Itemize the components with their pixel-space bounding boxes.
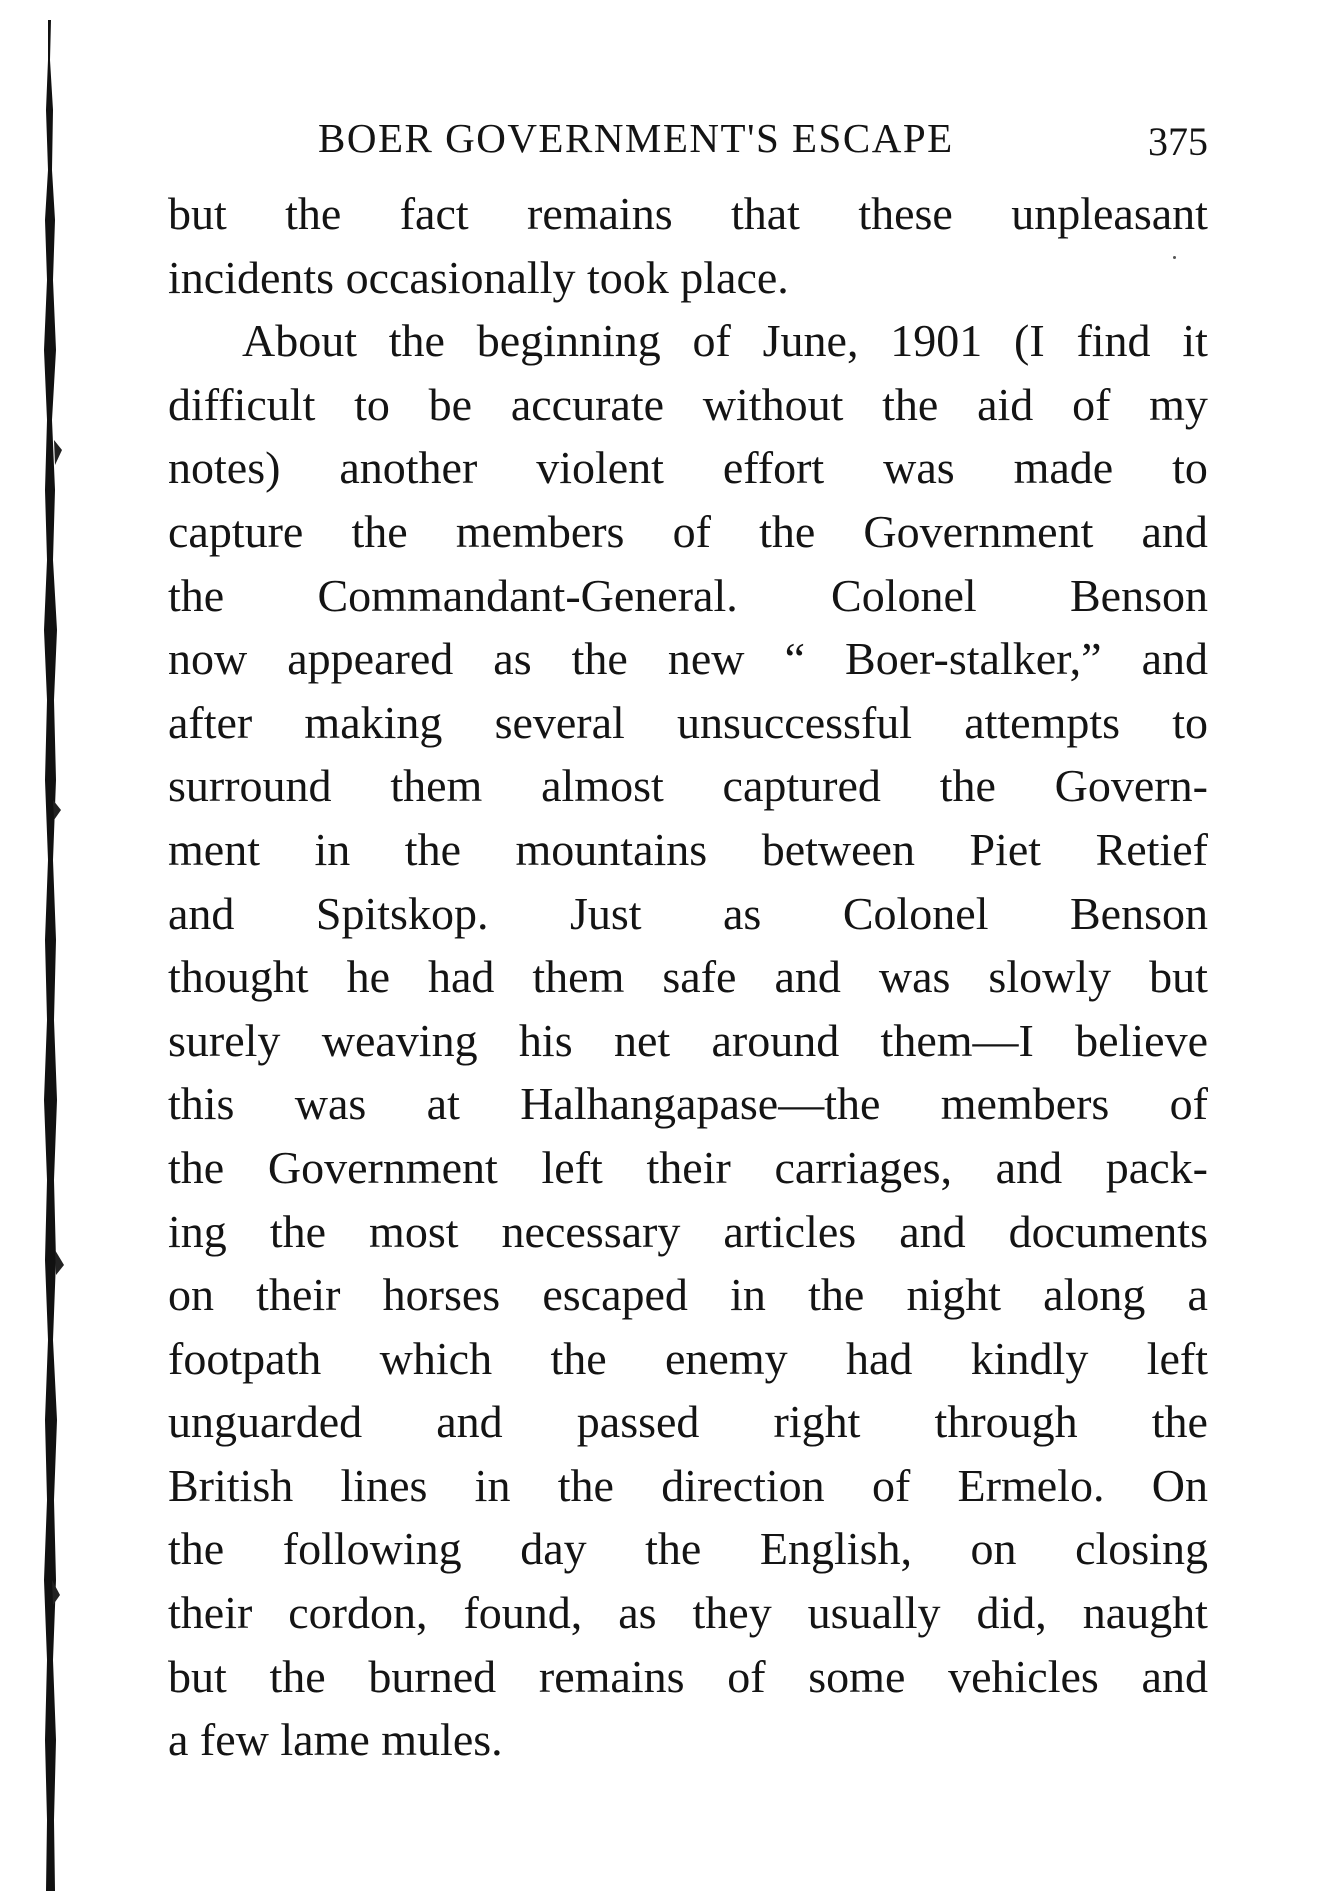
text-line: unguarded and passed right through the: [168, 1396, 1208, 1448]
running-head: BOER GOVERNMENT'S ESCAPE: [318, 115, 954, 161]
text-line: but the fact remains that these unpleasant: [168, 188, 1208, 239]
text-line: capture the members of the Government and: [168, 505, 1208, 557]
text-line: on their horses escaped in the night along a: [168, 1269, 1208, 1321]
text-line: ment in the mountains between Piet Retief: [168, 823, 1208, 875]
text-line: British lines in the direction of Ermelo. On: [168, 1459, 1208, 1511]
text-line: a few lame mules.: [168, 1714, 503, 1766]
text-line: and Spitskop. Just as Colonel Benson: [168, 887, 1208, 939]
text-line: this was at Halhangapase—the members of: [168, 1078, 1208, 1130]
text-line: difficult to be accurate without the aid of my: [168, 378, 1208, 430]
scan-left-edge: [40, 20, 66, 1891]
text-line: thought he had them safe and was slowly but: [168, 951, 1208, 1003]
text-line: ing the most necessary articles and documents: [168, 1205, 1208, 1257]
text-line: surround them almost captured the Govern-: [168, 760, 1208, 812]
text-line: the Commandant-General. Colonel Benson: [168, 569, 1208, 621]
text-line: the Government left their carriages, and pack-: [168, 1141, 1208, 1193]
text-line: but the burned remains of some vehicles and: [168, 1650, 1208, 1702]
text-line: the following day the English, on closing: [168, 1523, 1208, 1575]
text-line: incidents occasionally took place.: [168, 251, 789, 303]
text-line: now appeared as the new “ Boer-stalker,” and: [168, 633, 1208, 685]
page-header: [318, 114, 1208, 174]
text-line: notes) another violent effort was made to: [168, 442, 1208, 494]
text-line: their cordon, found, as they usually did, naught: [168, 1587, 1208, 1639]
page-number: 375: [1148, 119, 1208, 164]
text-line: About the beginning of June, 1901 (I find it: [242, 315, 1208, 367]
text-line: footpath which the enemy had kindly left: [168, 1332, 1208, 1384]
text-line: after making several unsuccessful attempts to: [168, 696, 1208, 748]
body-text: [168, 182, 1208, 1772]
text-line: surely weaving his net around them—I believe: [168, 1014, 1208, 1066]
